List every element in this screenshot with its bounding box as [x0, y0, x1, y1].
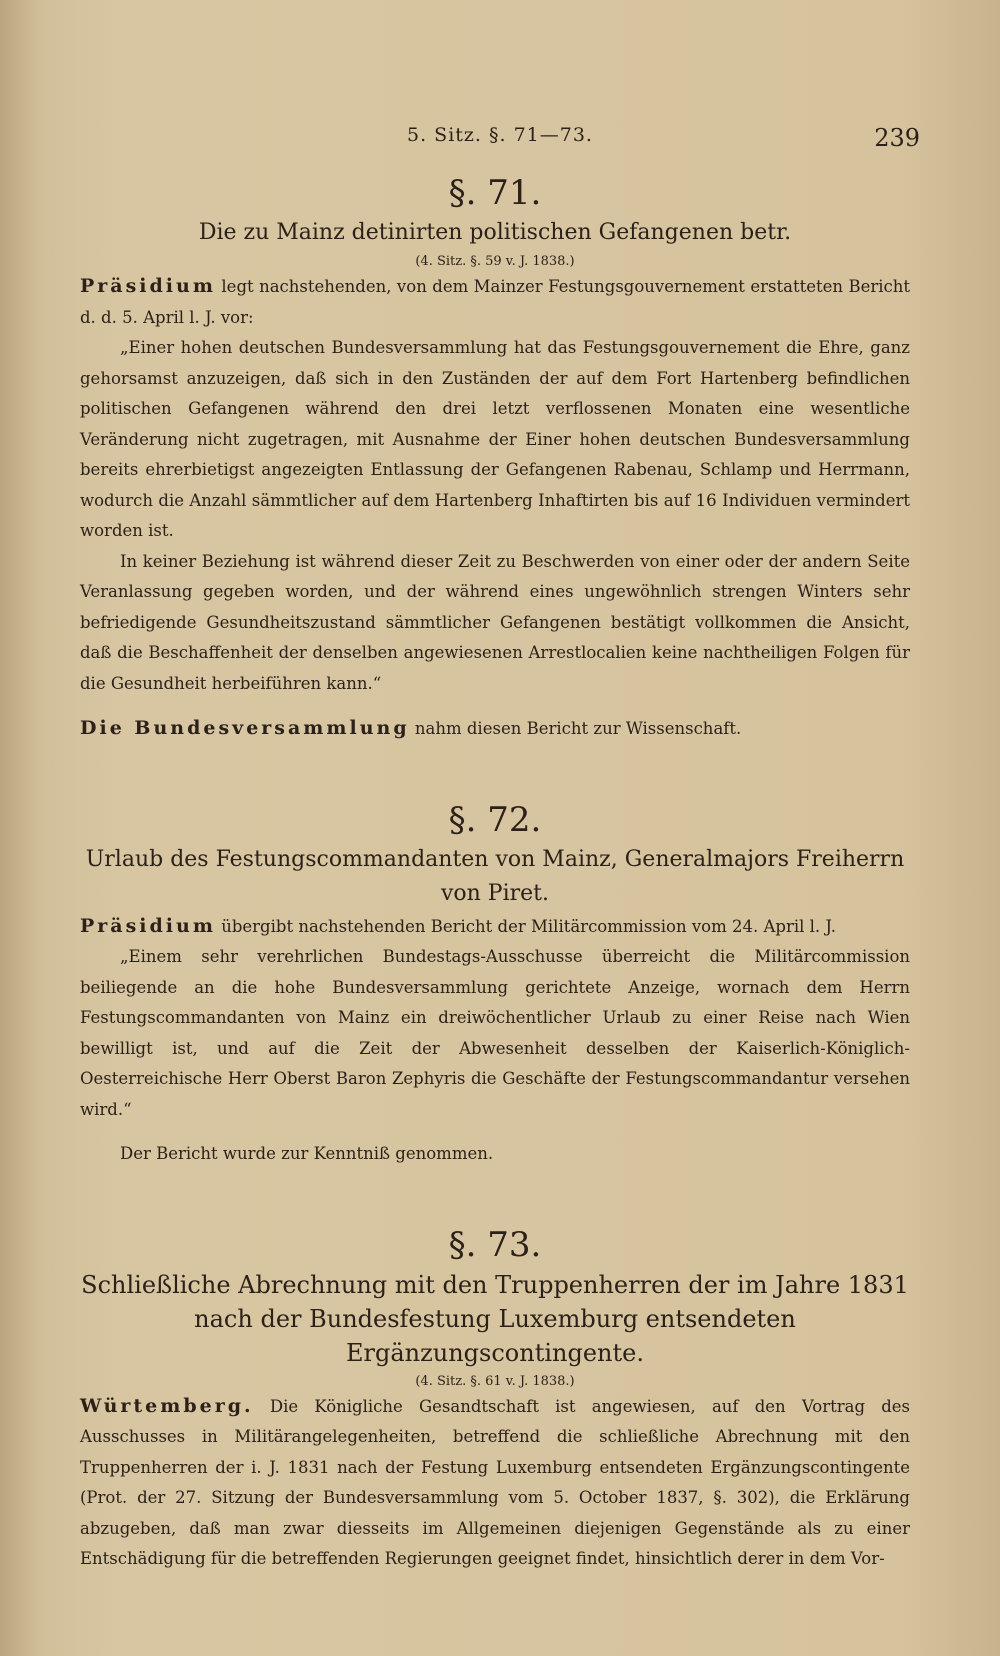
speaker-label: Präsidium — [80, 275, 216, 297]
section-title: Die zu Mainz detinirten politischen Gefangenen betr. — [198, 220, 792, 245]
speaker-label: Präsidium — [80, 914, 216, 937]
quoted-report-paragraph: In keiner Beziehung ist während dieser Zeit zu Beschwerden von einer oder der andern Seite Veranlassung gegeben worden, und der während eines ungewöhnlich strengen Winters sehr befriedigende Gesundheitszustand sämmtlicher Gefangenen bestätigt vollkommen die Ansicht, daß die Beschaffenheit der denselben angewiesenen Arrestlocalien keine nachtheiligen Folgen für die Gesundheit herbeiführen kann.“ — [80, 551, 910, 693]
section-71 — [80, 170, 910, 745]
section-reference: (4. Sitz. §. 59 v. J. 1838.) — [415, 254, 575, 269]
section-title: Schließliche Abrechnung mit den Truppenherren der im Jahre 1831 nach der Bundesfestung Luxemburg entsendeten Ergänzungscontingente. — [81, 1270, 909, 1367]
section-72 — [80, 797, 910, 1170]
resolution-paragraph: Der Bericht wurde zur Kenntniß genommen. — [120, 1144, 494, 1163]
intro-paragraph: Präsidium legt nachstehenden, von dem Mainzer Festungsgouvernement erstatteten Bericht d. d. 5. April l. J. vor: — [80, 275, 911, 327]
speaker-label: Die Bundesversammlung — [80, 717, 410, 739]
section-73 — [80, 1222, 910, 1575]
running-head — [300, 124, 920, 154]
page-body — [80, 170, 910, 1575]
body-paragraph: Würtemberg. Die Königliche Gesandtschaft ist angewiesen, auf den Vortrag des Ausschusses in Militärangelegenheiten, betreffend die schließliche Abrechnung mit den Truppenherren der i. J. 1831 nach der Festung Luxemburg entsendeten Ergänzungscontingente (Prot. der 27. Sitzung der Bundesversammlung vom 5. October 1837, §. 302), die Erklärung abzugeben, daß man zwar diesseits im Allgemeinen diejenigen Gegenstände als zu einer Entschädigung für die betreffenden Regierungen geeignet findet, hinsichtlich derer in dem Vor- — [80, 1394, 911, 1568]
running-head-title: 5. Sitz. §. 71—73. — [407, 124, 593, 146]
section-title: Urlaub des Festungscommandanten von Mainz, Generalmajors Freiherrn von Piret. — [85, 846, 905, 906]
quoted-report-paragraph: „Einem sehr verehrlichen Bundestags-Ausschusse überreicht die Militärcommission beiliegende an die hohe Bundesversammlung gerichtete Anzeige, wornach dem Herrn Festungscommandanten von Mainz ein dreiwöchentlicher Urlaub zu einer Reise nach Wien bewilligt ist, und auf die Zeit der Abwesenheit desselben der Kaiserlich-Königlich-Oesterreichische Herr Oberst Baron Zephyris die Geschäfte der Festungscommandantur versehen wird.“ — [80, 947, 910, 1119]
speaker-label: Würtemberg. — [80, 1394, 254, 1417]
quoted-report-paragraph: „Einer hohen deutschen Bundesversammlung hat das Festungsgouvernement die Ehre, ganz gehorsamst anzuzeigen, daß sich in den Zuständen der auf dem Fort Hartenberg befindlichen politischen Gefangenen während den drei letzt verflossenen Monaten eine wesentliche Veränderung nicht zugetragen, mit Ausnahme der Einer hohen deutschen Bundesversammlung bereits ehrerbietigst angezeigten Entlassung der Gefangenen Rabenau, Schlamp und Herrmann, wodurch die Anzahl sämmtlicher auf dem Hartenberg Inhaftirten bis auf 16 Individuen vermindert worden ist. — [80, 338, 910, 540]
section-number: §. 71. — [448, 173, 542, 213]
section-number: §. 72. — [448, 799, 542, 840]
page-number: 239 — [874, 124, 920, 152]
section-reference: (4. Sitz. §. 61 v. J. 1838.) — [415, 1373, 575, 1389]
intro-paragraph: Präsidium übergibt nachstehenden Bericht der Militärcommission vom 24. April l. J. — [80, 914, 836, 937]
section-number: §. 73. — [448, 1224, 542, 1265]
resolution-paragraph: Die Bundesversammlung nahm diesen Bericht zur Wissenschaft. — [80, 717, 742, 739]
